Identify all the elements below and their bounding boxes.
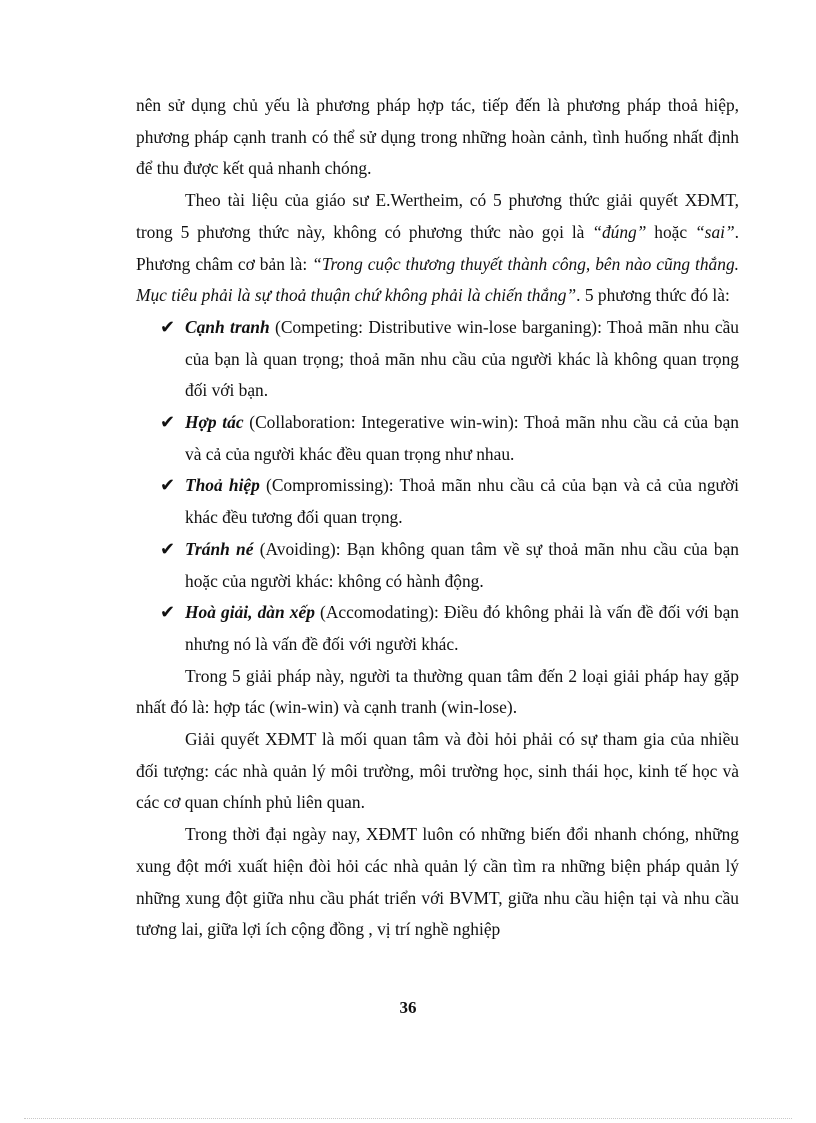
list-item bbox=[136, 312, 739, 407]
paragraph-2-text-b: hoặc bbox=[646, 221, 696, 242]
checkmark-icon: ✔ bbox=[160, 316, 176, 338]
page-content bbox=[136, 90, 739, 946]
paragraph-2-text-c: . Phương châm cơ bản là: bbox=[136, 221, 740, 274]
quote-dung: “đúng” bbox=[592, 221, 647, 242]
method-description: (Accomodating): Điều đó không phải là vấn đề đối với bạn nhưng nó là vấn đề đối với người khác. bbox=[185, 602, 739, 654]
method-term: Thoả hiệp bbox=[185, 475, 260, 496]
list-item bbox=[136, 534, 739, 597]
paragraph-2-text-a: Theo tài liệu của giáo sư E.Wertheim, có 5 phương thức giải quyết XĐMT, trong 5 phương thức này, không có phương thức nào gọi là bbox=[136, 190, 739, 242]
paragraph-4: Giải quyết XĐMT là mối quan tâm và đòi hỏi phải có sự tham gia của nhiều đối tượng: các nhà quản lý môi trường, môi trường học, sinh thái học, kinh tế học và các cơ quan chính phủ liên quan. bbox=[136, 729, 739, 813]
paragraph-2 bbox=[136, 185, 739, 312]
checkmark-icon: ✔ bbox=[160, 602, 176, 624]
paragraph-5: Trong thời đại ngày nay, XĐMT luôn có những biến đổi nhanh chóng, những xung đột mới xuất hiện đòi hỏi các nhà quản lý cần tìm ra những biện pháp quản lý những xung đột giữa nhu cầu phát triển với BVMT, giữa nhu cầu hiện tại và nhu cầu tương lai, giữa lợi ích cộng đồng , vị trí nghề nghiệp bbox=[136, 824, 739, 940]
list-item bbox=[136, 597, 739, 660]
method-term: Tránh né bbox=[185, 538, 254, 559]
paragraph-3: Trong 5 giải pháp này, người ta thường quan tâm đến 2 loại giải pháp hay gặp nhất đó là: hợp tác (win-win) và cạnh tranh (win-lose). bbox=[136, 665, 739, 718]
quote-sai: “sai” bbox=[695, 221, 735, 242]
page-number: 36 bbox=[399, 998, 417, 1017]
list-item bbox=[136, 407, 739, 470]
list-item bbox=[136, 470, 739, 533]
method-description: (Collaboration: Integerative win-win): Thoả mãn nhu cầu cả của bạn và cả của người khác đều quan trọng như nhau. bbox=[185, 412, 739, 464]
method-description: (Compromissing): Thoả mãn nhu cầu cả của bạn và cả của người khác đều tương đối quan trọng. bbox=[185, 475, 740, 528]
checkmark-icon: ✔ bbox=[160, 412, 176, 434]
checkmark-icon: ✔ bbox=[160, 538, 176, 560]
methods-list bbox=[136, 312, 739, 661]
page-bottom-divider bbox=[24, 1118, 792, 1119]
principle-quote: “Trong cuộc thương thuyết thành công, bên nào cũng thắng. Mục tiêu phải là sự thoả thuận chứ không phải là chiến thắng” bbox=[136, 253, 739, 306]
method-description: (Competing: Distributive win-lose barganing): Thoả mãn nhu cầu của bạn là quan trọng; thoả mãn nhu cầu của người khác là không quan trọng đối với bạn. bbox=[185, 316, 739, 401]
paragraph-2-text-d: . 5 phương thức đó là: bbox=[576, 285, 730, 306]
paragraph-1: nên sử dụng chủ yếu là phương pháp hợp tác, tiếp đến là phương pháp thoả hiệp, phương pháp cạnh tranh có thể sử dụng trong những hoàn cảnh, tình huống nhất định để thu được kết quả nhanh chóng. bbox=[136, 95, 739, 179]
method-description: (Avoiding): Bạn không quan tâm về sự thoả mãn nhu cầu của bạn hoặc của người khác: không có hành động. bbox=[185, 538, 739, 591]
method-term: Hoà giải, dàn xếp bbox=[185, 602, 315, 623]
method-term: Hợp tác bbox=[185, 412, 244, 433]
method-term: Cạnh tranh bbox=[185, 316, 270, 337]
checkmark-icon: ✔ bbox=[160, 475, 176, 497]
